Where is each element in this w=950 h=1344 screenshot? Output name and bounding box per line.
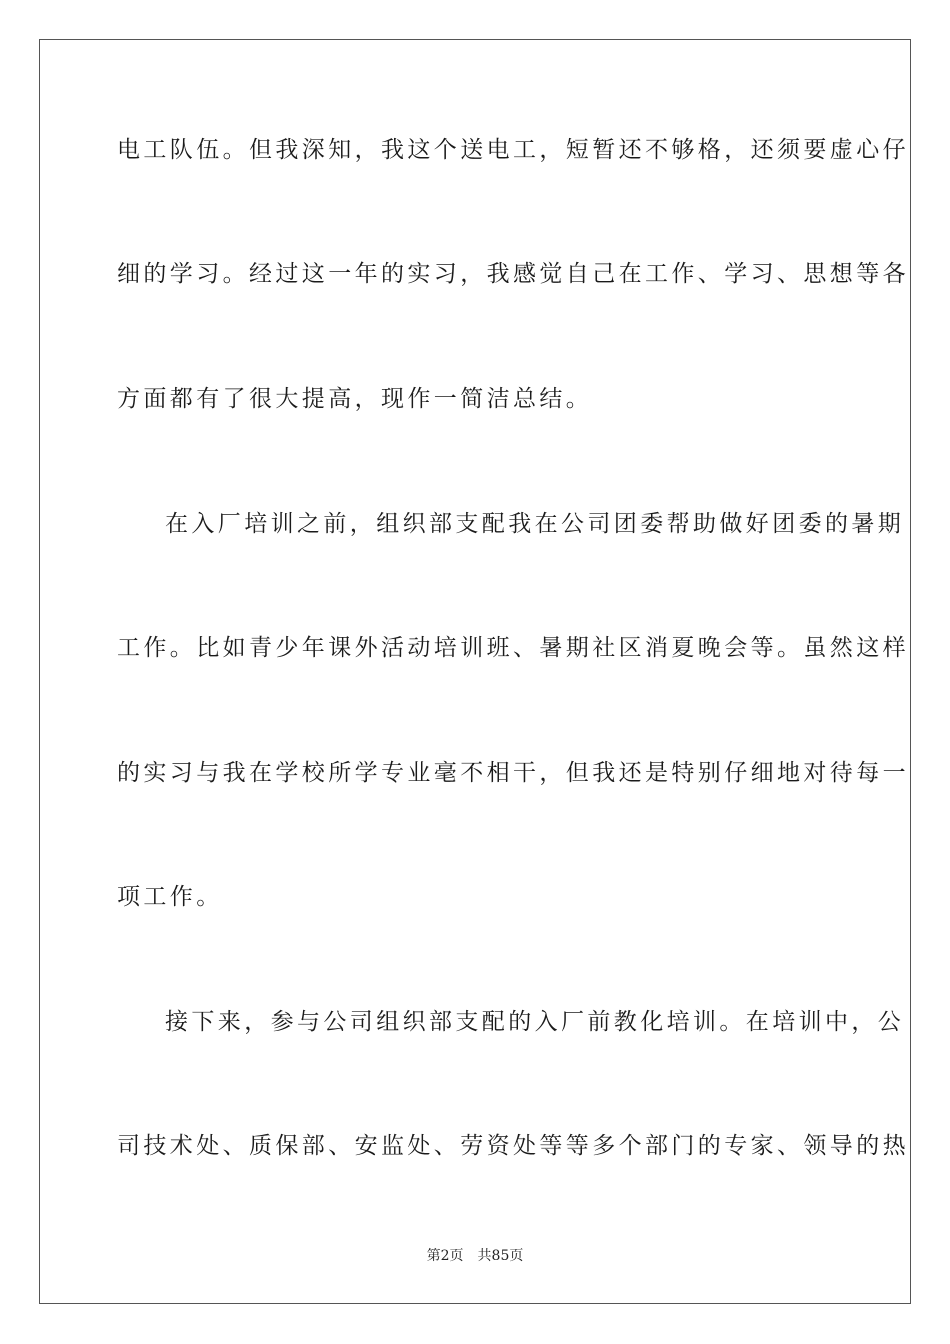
page-footer xyxy=(0,1247,950,1265)
body-line: 电工队伍。但我深知，我这个送电工，短暂还不够格，还须要虚心仔 xyxy=(117,137,909,163)
body-line: 司技术处、质保部、安监处、劳资处等等多个部门的专家、领导的热 xyxy=(117,1133,909,1159)
paragraph-first-line: 接下来，参与公司组织部支配的入厂前教化培训。在培训中，公 xyxy=(165,1009,905,1035)
body-line: 工作。比如青少年课外活动培训班、暑期社区消夏晚会等。虽然这样 xyxy=(117,635,909,661)
body-line: 细的学习。经过这一年的实习，我感觉自己在工作、学习、思想等各 xyxy=(117,261,909,287)
body-line: 方面都有了很大提高，现作一简洁总结。 xyxy=(117,386,593,412)
page-border xyxy=(39,39,911,1304)
total-pages: 共85页 xyxy=(477,1248,524,1264)
body-line: 的实习与我在学校所学专业毫不相干，但我还是特别仔细地对待每一 xyxy=(117,760,909,786)
paragraph-first-line: 在入厂培训之前，组织部支配我在公司团委帮助做好团委的暑期 xyxy=(165,511,905,537)
page-number: 第2页 xyxy=(426,1248,464,1264)
body-line: 项工作。 xyxy=(117,884,223,910)
